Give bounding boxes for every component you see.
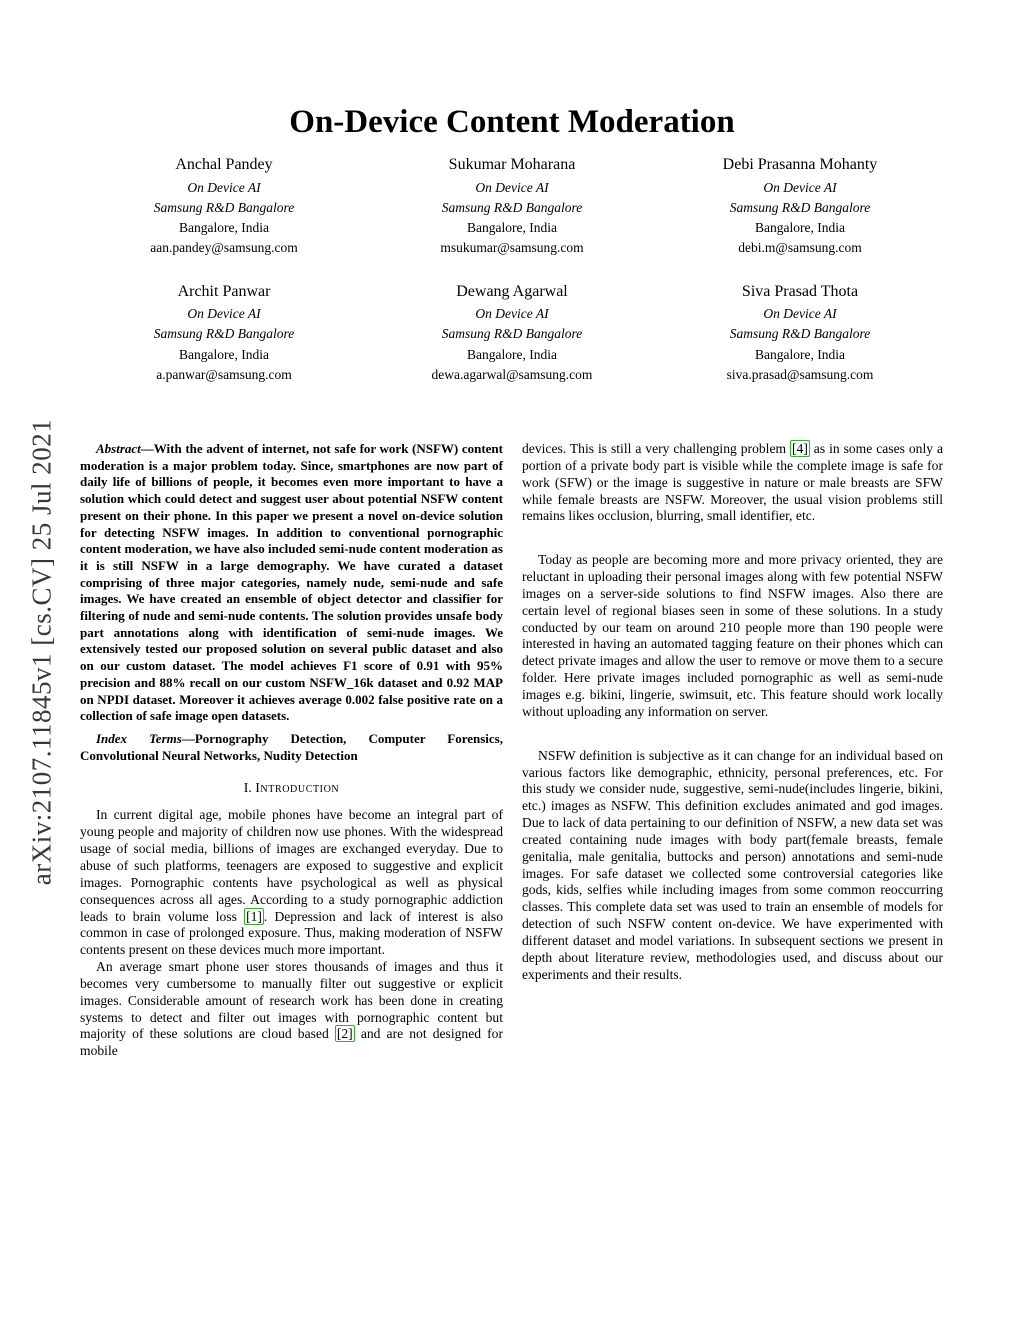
author-card xyxy=(656,281,944,386)
section-title: Introduction xyxy=(255,780,340,796)
index-terms-text: —Pornography Detection, Computer Forensics, Convolutional Neural Networks, Nudity Detection xyxy=(80,730,503,763)
intro-paragraph-4: NSFW definition is subjective as it can change for an individual based on various factors like demographic, ethnicity, personal preferences, etc. For this study we consider nude, suggestive, semi-nude(includes lingerie, bikini, etc.) images as NSFW. This definition excludes animated and god images. Due to lack of data pertaining to our definition of NSFW, a new data set was created containing nude images with body part(female breasts, female genitalia, male genitalia, buttocks and person) annotations and semi-nude images. For safe dataset we collected some controversial categories like gods, kids, selfies while including images from some common reoccurring classes. This complete data set was used to train an ensemble of models for detection of such NSFW content on-device. We have experimented with different dataset and model variations. In subsequent sections we present in depth about literature review, methodologies used, and discuss about our experiments and their results. xyxy=(522,747,943,982)
citation-link[interactable]: [2] xyxy=(336,1026,353,1042)
author-city: Bangalore, India xyxy=(467,346,557,362)
author-email: siva.prasad@samsung.com xyxy=(726,366,874,382)
author-name: Archit Panwar xyxy=(177,282,271,300)
author-card xyxy=(80,281,368,386)
author-city: Bangalore, India xyxy=(467,220,557,236)
author-city: Bangalore, India xyxy=(179,346,269,362)
intro-paragraph-1: In current digital age, mobile phones have become an integral part of young people and majority of children now use phones. With the widespread usage of social media, billions of images are exchanged everyday. Due to abuse of such platforms, teenagers are exposed to suggestive and explicit images. Pornographic contents have psychological as well as physical consequences across all ages. According to a study pornographic addiction leads to brain volume loss [1] . Depression and lack of interest is also common in case of prolonged exposure. Thus, making moderation of NSFW contents present on these devices much more important. xyxy=(80,807,504,958)
author-city: Bangalore, India xyxy=(755,346,845,362)
author-dept: On Device AI xyxy=(187,179,261,195)
index-terms-label: Index Terms xyxy=(96,730,182,746)
intro-paragraph-2: An average smart phone user stores thousands of images and thus it becomes very cumbersome to manually filter out suggestive or explicit images. Considerable amount of research work has been done in creating systems to detect and filter out images with pornographic content but majority of these solutions are cloud based [2] and are not designed for mobile xyxy=(80,959,503,1059)
author-name: Siva Prasad Thota xyxy=(741,282,859,300)
author-name: Anchal Pandey xyxy=(175,156,273,173)
author-dept: On Device AI xyxy=(475,179,549,195)
author-org: Samsung R&D Bangalore xyxy=(441,199,583,215)
author-org: Samsung R&D Bangalore xyxy=(153,326,295,342)
author-email: dewa.agarwal@samsung.com xyxy=(431,366,593,382)
author-city: Bangalore, India xyxy=(179,220,269,236)
abstract-text: —With the advent of internet, not safe for work (NSFW) content moderation is a major problem today. Since, smartphones are now part of daily life of billions of people, it becomes even more important to have a solution which could detect and suggest user about potential NSFW content present on their phone. In this paper we present a novel on-device solution for detecting NSFW images. In addition to conventional pornographic content moderation, we have also included semi-nude content moderation as it is still NSFW in a large demography. We have curated a dataset comprising of three major categories, namely nude, semi-nude and safe images. We have created an ensemble of object detector and classifier for filtering of nude and semi-nude contents. The solution provides unsafe body part annotations along with identification of semi-nude images. We extensively tested our proposed solution on several public dataset and also on our custom dataset. The model achieves F1 score of 0.91 with 95% precision and 88% recall on our custom NSFW_16k dataset and 0.92 MAP on NPDI dataset. Moreover it achieves average 0.002 false positive rate on a collection of safe image open datasets. xyxy=(80,441,503,724)
author-org: Samsung R&D Bangalore xyxy=(729,326,871,342)
section-heading-introduction xyxy=(80,779,503,796)
intro-paragraph-3: Today as people are becoming more and more privacy oriented, they are reluctant in uploading their personal images along with few potential NSFW images on a server-side solutions to find NSFW images. Also there are certain level of regional biases seen in some of these solutions. In a study conducted by our team on around 210 people more than 190 people were interested in having an automated tagging feature on their phones which can detect private images and allow the user to remove or move them to a secure folder. Here private images included pornographic as well as semi-nude images e.g. bikini, lingerie, swimsuit, etc. This feature should work locally without uploading any information on server. xyxy=(522,552,943,719)
author-dept: On Device AI xyxy=(187,306,261,322)
author-card xyxy=(368,281,656,386)
author-org: Samsung R&D Bangalore xyxy=(729,199,871,215)
author-name: Sukumar Moharana xyxy=(448,156,576,173)
author-block xyxy=(80,154,944,385)
author-card xyxy=(656,154,944,259)
author-email: msukumar@samsung.com xyxy=(440,240,584,256)
author-city: Bangalore, India xyxy=(755,220,845,236)
author-name: Dewang Agarwal xyxy=(456,282,568,300)
abstract-label: Abstract xyxy=(96,441,141,456)
author-card xyxy=(368,154,656,259)
left-column xyxy=(80,441,503,1060)
arxiv-watermark: arXiv:2107.11845v1 [cs.CV] 25 Jul 2021 xyxy=(26,418,57,886)
index-terms xyxy=(80,731,503,764)
intro-paragraph-2-continued: devices. This is still a very challenging problem [4] as in some cases only a portion of a private body part is visible while the complete image is safe for work (SFW) or the image is suggestive in nature or male breasts are SFW while female breasts are NSFW. Moreover, the usual vision problems still remains likes occlusion, blurring, small identifier, etc. xyxy=(522,441,943,524)
right-column xyxy=(522,441,943,983)
paper-title: On-Device Content Moderation xyxy=(289,104,735,141)
author-dept: On Device AI xyxy=(475,306,549,322)
author-dept: On Device AI xyxy=(763,306,837,322)
citation-link[interactable]: [4] xyxy=(792,441,808,456)
author-email: debi.m@samsung.com xyxy=(738,240,862,256)
author-dept: On Device AI xyxy=(763,179,837,195)
author-org: Samsung R&D Bangalore xyxy=(153,199,295,215)
citation-link[interactable]: [1] xyxy=(246,908,262,924)
author-email: a.panwar@samsung.com xyxy=(156,366,292,382)
section-number: I. xyxy=(243,780,252,796)
author-email: aan.pandey@samsung.com xyxy=(150,240,298,256)
abstract xyxy=(80,441,503,725)
author-card xyxy=(80,154,368,259)
author-org: Samsung R&D Bangalore xyxy=(441,326,583,342)
author-name: Debi Prasanna Mohanty xyxy=(722,156,878,173)
